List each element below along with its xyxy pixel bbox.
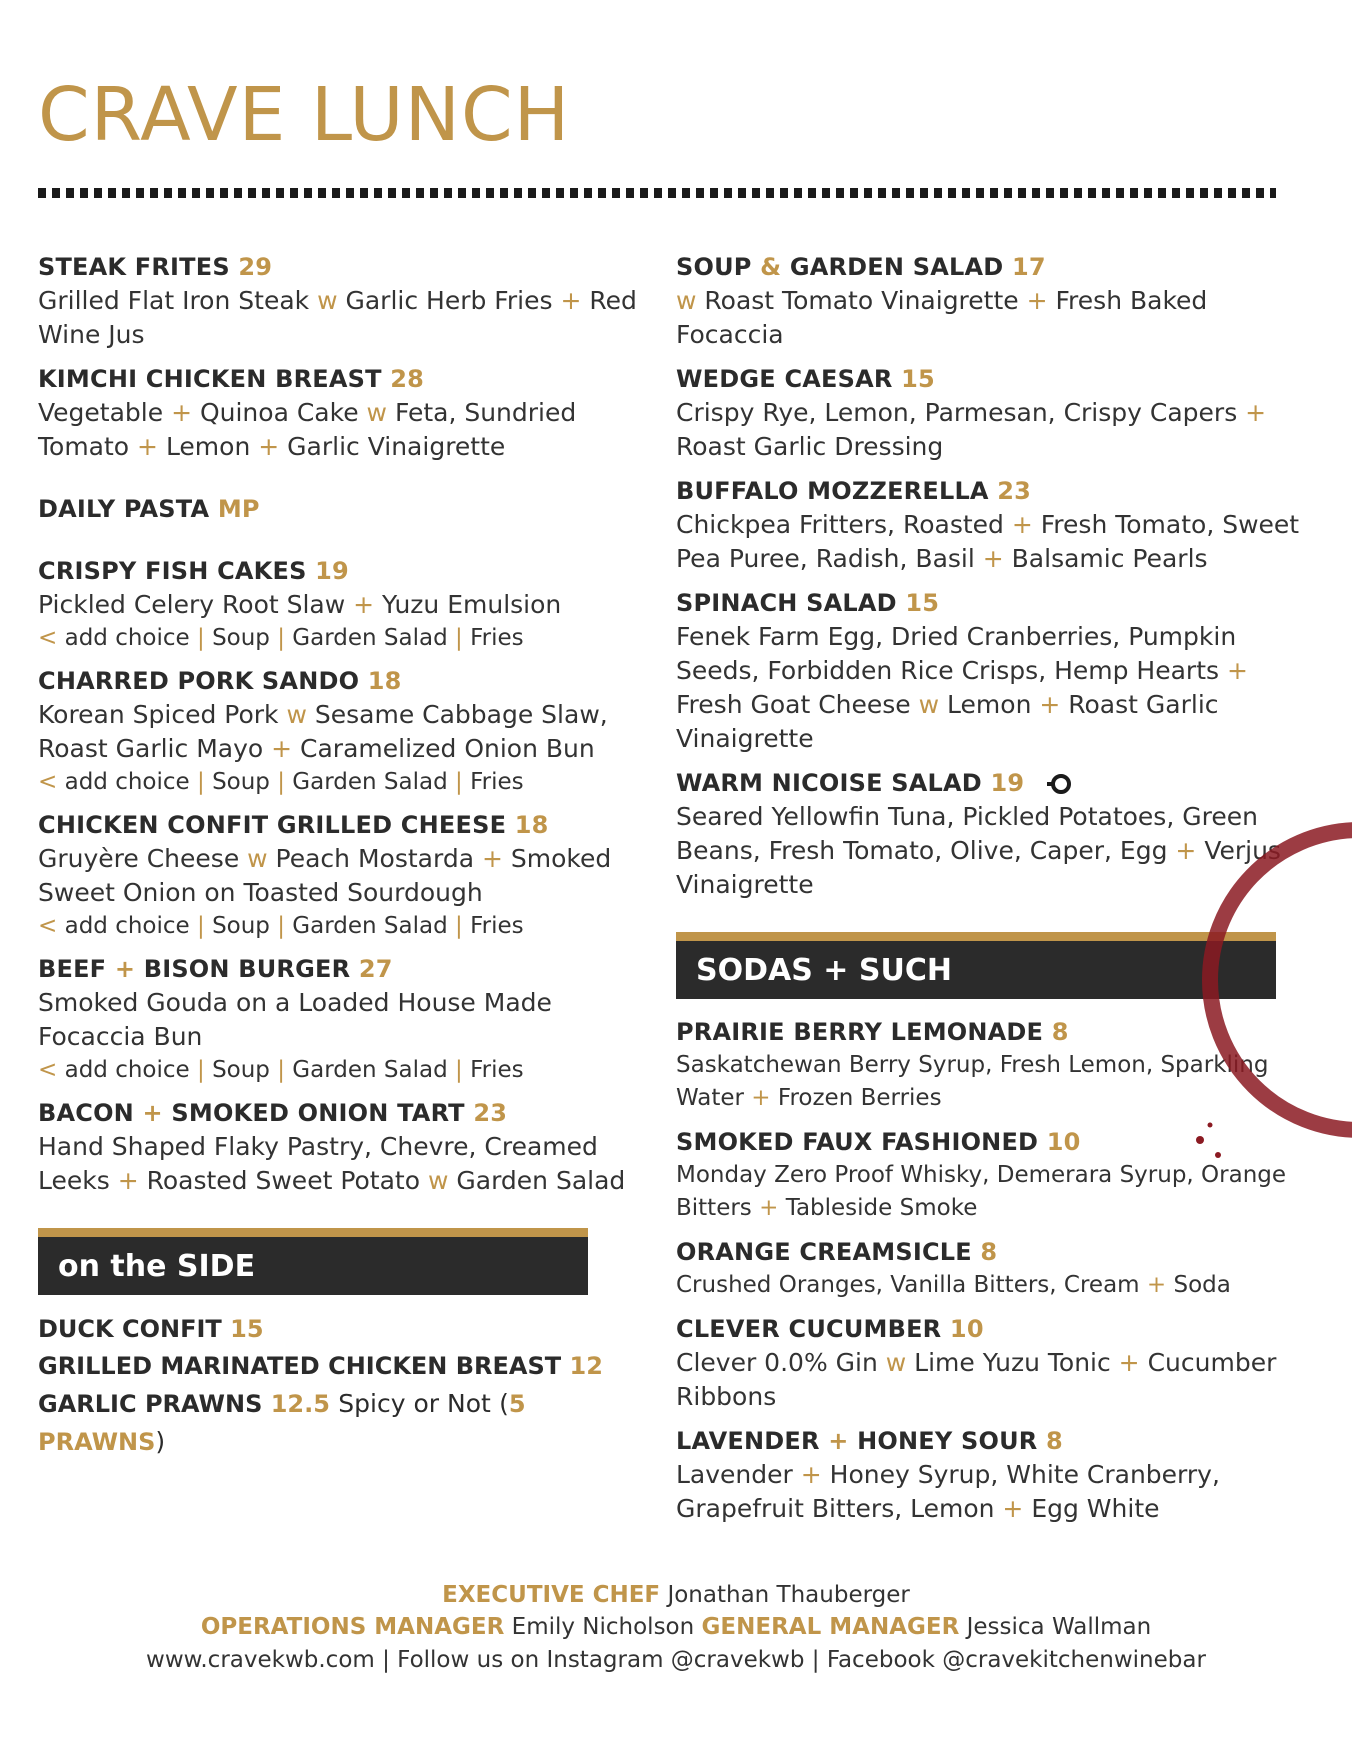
sodas-section-header: SODAS + SUCH: [676, 932, 1276, 999]
footer-links: www.cravekwb.com | Follow us on Instagram @cravekwb | Facebook @cravekitchenwinebar: [146, 1647, 1206, 1673]
item-name: DAILY PASTA: [38, 495, 210, 523]
side-item: [38, 1311, 638, 1348]
drink-item: [676, 1312, 1316, 1414]
item-name: PRAIRIE BERRY LEMONADE: [676, 1018, 1044, 1046]
item-name: LAVENDER + HONEY SOUR: [676, 1427, 1038, 1455]
side-section-header: on the SIDE: [38, 1228, 588, 1295]
item-name: BACON + SMOKED ONION TART: [38, 1099, 465, 1127]
item-price: 12.5: [270, 1390, 330, 1418]
item-desc: w Roast Tomato Vinaigrette + Fresh Baked Focaccia: [676, 286, 1208, 349]
ops-manager-name: Emily Nicholson: [511, 1614, 695, 1640]
item-name: ORANGE CREAMSICLE: [676, 1238, 972, 1266]
item-name: WARM NICOISE SALAD: [676, 769, 982, 797]
item-price: 8: [1046, 1427, 1063, 1455]
item-name: CHICKEN CONFIT GRILLED CHEESE: [38, 811, 507, 839]
item-name: KIMCHI CHICKEN BREAST: [38, 365, 382, 393]
item-desc: Pickled Celery Root Slaw + Yuzu Emulsion: [38, 590, 562, 619]
right-column: [676, 250, 1316, 1536]
gm-label: GENERAL MANAGER: [701, 1614, 960, 1640]
item-desc: Crispy Rye, Lemon, Parmesan, Crispy Capers + Roast Garlic Dressing: [676, 398, 1267, 461]
item-price: 8: [980, 1238, 998, 1266]
menu-item: [676, 474, 1316, 576]
item-name: CRISPY FISH CAKES: [38, 557, 307, 585]
item-price: 12: [569, 1352, 603, 1380]
add-choice-line: < add choice | Soup | Garden Salad | Fries: [38, 769, 524, 795]
menu-item: [38, 492, 638, 526]
menu-item: [676, 362, 1316, 464]
item-desc: Monday Zero Proof Whisky, Demerara Syrup, Orange Bitters + Tableside Smoke: [676, 1162, 1287, 1221]
dotted-divider: [38, 188, 1276, 198]
item-desc: Chickpea Fritters, Roasted + Fresh Tomato, Sweet Pea Puree, Radish, Basil + Balsamic Pearls: [676, 510, 1300, 573]
side-item: [38, 1385, 638, 1461]
add-choice-line: < add choice | Soup | Garden Salad | Fries: [38, 1057, 524, 1083]
item-price: 15: [230, 1315, 264, 1343]
side-item: [38, 1348, 638, 1385]
item-price: 15: [905, 589, 940, 617]
item-price: 18: [514, 811, 549, 839]
menu-item: [38, 664, 638, 798]
item-price: 15: [901, 365, 935, 393]
item-price: 27: [358, 955, 393, 983]
menu-title: CRAVE LUNCH: [38, 72, 571, 158]
item-price: 10: [1046, 1128, 1081, 1156]
footer-chef-line: [0, 1582, 1352, 1608]
item-name: SPINACH SALAD: [676, 589, 897, 617]
menu-item: [38, 250, 638, 352]
item-price: 8: [1051, 1018, 1069, 1046]
drink-item: [676, 1235, 1316, 1302]
item-name: SOUP & GARDEN SALAD: [676, 253, 1004, 281]
item-desc: Fenek Farm Egg, Dried Cranberries, Pumpkin Seeds, Forbidden Rice Crisps, Hemp Hearts + Fresh Goat Cheese w Lemon + Roast Garlic Vinaigrette: [676, 622, 1248, 753]
item-price: 17: [1011, 253, 1046, 281]
item-desc: Clever 0.0% Gin w Lime Yuzu Tonic + Cucumber Ribbons: [676, 1348, 1277, 1411]
drink-item: [676, 1125, 1316, 1225]
item-name: STEAK FRITES: [38, 253, 230, 281]
item-name: CLEVER CUCUMBER: [676, 1315, 942, 1343]
item-price: 29: [238, 253, 273, 281]
drink-item: [676, 1424, 1316, 1526]
gm-name: Jessica Wallman: [966, 1614, 1152, 1640]
item-name: BUFFALO MOZZERELLA: [676, 477, 989, 505]
item-price: 10: [949, 1315, 984, 1343]
note-paren: (: [499, 1389, 509, 1418]
menu-item: [38, 362, 638, 464]
item-name: BEEF + BISON BURGER: [38, 955, 351, 983]
wine-pairing-icon: [1045, 773, 1073, 795]
exec-chef-label: EXECUTIVE CHEF: [442, 1582, 661, 1608]
menu-item: [38, 808, 638, 942]
item-name: GARLIC PRAWNS: [38, 1390, 263, 1418]
add-choice-line: < add choice | Soup | Garden Salad | Fries: [38, 913, 524, 939]
menu-item: [38, 554, 638, 654]
drink-item: [676, 1015, 1316, 1115]
item-desc: Seared Yellowfin Tuna, Pickled Potatoes, Green Beans, Fresh Tomato, Olive, Caper, Egg + Verjus Vinaigrette: [676, 802, 1281, 899]
item-price: 28: [390, 365, 425, 393]
item-price: 19: [990, 769, 1025, 797]
item-name: DUCK CONFIT: [38, 1315, 222, 1343]
note-bold: 5 PRAWNS: [38, 1390, 526, 1456]
item-desc: Crushed Oranges, Vanilla Bitters, Cream + Soda: [676, 1272, 1231, 1298]
ops-manager-label: OPERATIONS MANAGER: [200, 1614, 505, 1640]
menu-item: [676, 766, 1316, 902]
item-desc: Korean Spiced Pork w Sesame Cabbage Slaw, Roast Garlic Mayo + Caramelized Onion Bun: [38, 700, 608, 763]
item-price: 18: [367, 667, 402, 695]
menu-item: [38, 1096, 638, 1198]
item-name: CHARRED PORK SANDO: [38, 667, 360, 695]
footer-managers-line: [0, 1614, 1352, 1640]
note-paren: ): [155, 1427, 166, 1456]
add-choice-line: < add choice | Soup | Garden Salad | Fries: [38, 625, 524, 651]
item-price: 23: [997, 477, 1032, 505]
item-desc: Grilled Flat Iron Steak w Garlic Herb Fries + Red Wine Jus: [38, 286, 637, 349]
item-desc: Smoked Gouda on a Loaded House Made Focaccia Bun: [38, 988, 552, 1051]
item-note: Spicy or Not: [338, 1389, 491, 1418]
item-desc: Saskatchewan Berry Syrup, Fresh Lemon, Sparkling Water + Frozen Berries: [676, 1052, 1269, 1111]
exec-chef-name: Jonathan Thauberger: [667, 1582, 910, 1608]
item-price: MP: [217, 495, 260, 523]
item-name: WEDGE CAESAR: [676, 365, 893, 393]
item-desc: Vegetable + Quinoa Cake w Feta, Sundried Tomato + Lemon + Garlic Vinaigrette: [38, 398, 577, 461]
left-column: [38, 250, 638, 1461]
item-desc: Hand Shaped Flaky Pastry, Chevre, Creamed Leeks + Roasted Sweet Potato w Garden Salad: [38, 1132, 626, 1195]
menu-item: [676, 586, 1316, 756]
item-desc: Gruyère Cheese w Peach Mostarda + Smoked Sweet Onion on Toasted Sourdough: [38, 844, 612, 907]
menu-item: [676, 250, 1316, 352]
item-desc: Lavender + Honey Syrup, White Cranberry, Grapefruit Bitters, Lemon + Egg White: [676, 1460, 1220, 1523]
item-name: SMOKED FAUX FASHIONED: [676, 1128, 1039, 1156]
item-price: 23: [473, 1099, 508, 1127]
item-price: 19: [315, 557, 349, 585]
menu-item: [38, 952, 638, 1086]
item-name: GRILLED MARINATED CHICKEN BREAST: [38, 1352, 562, 1380]
